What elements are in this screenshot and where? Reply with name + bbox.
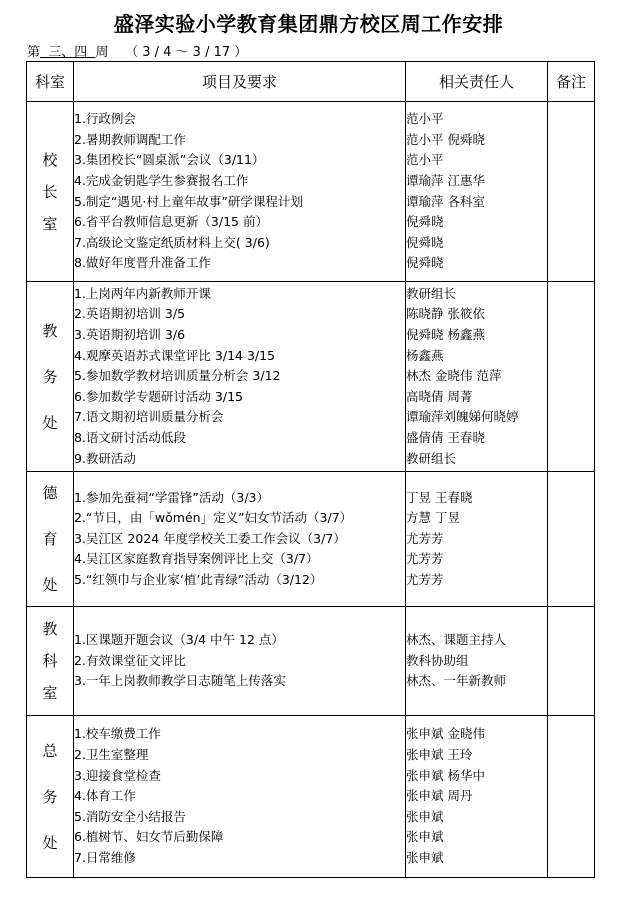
responsible-person: 杨鑫燕 [406,347,444,363]
table-row [27,607,595,716]
responsible-person: 倪舜晓 杨鑫燕 [406,327,485,343]
responsible-cell [406,472,548,607]
dept-char: 室 [42,214,58,233]
week-numbers: 三、四 [40,45,96,60]
task-item: 3.集团校长“圆桌派”会议（3/11） [74,152,265,168]
schedule-body [27,102,595,878]
date-range: （ 3 / 4 〜 3 / 17 ） [125,45,248,60]
responsible-person: 张申斌 王玲 [406,747,473,763]
responsible-person: 谭瑜萍刘魄娣何晓婷 [406,409,519,425]
dept-char: 处 [42,833,58,852]
note-cell [548,716,595,878]
responsible-person: 张申斌 杨华中 [406,767,485,783]
dept-char: 总 [42,741,58,760]
week-prefix: 第 [27,45,41,60]
responsible-person: 张申斌 周丹 [406,788,473,804]
responsible-person: 尤芳芳 [406,530,444,546]
responsible-cell [406,282,548,472]
note-cell [548,102,595,282]
responsible-person: 林杰、课题主持人 [406,632,507,648]
responsible-person: 高晓倩 周菁 [406,388,473,404]
responsible-person: 张申斌 [406,808,444,824]
task-item: 2.有效课堂征文评比 [74,652,186,668]
task-item: 4.吴江区家庭教育指导案例评比上交（3/7） [74,551,319,567]
task-item: 1.区课题开题会议（3/4 中午 12 点） [74,632,284,648]
task-item: 1.参加先蚕祠“学雷锋”活动（3/3） [74,489,269,505]
responsible-person: 倪舜晓 [406,214,444,230]
task-item: 3.一年上岗教师教学日志随笔上传落实 [74,673,286,689]
note-cell [548,282,595,472]
header-responsible: 相关责任人 [406,62,548,102]
header-note: 备注 [548,62,595,102]
items-cell [74,282,406,472]
items-cell [74,607,406,716]
task-item: 4.体育工作 [74,788,136,804]
table-row [27,282,595,472]
dept-char: 长 [42,182,58,201]
items-cell [74,102,406,282]
note-cell [548,607,595,716]
responsible-person: 范小平 [406,111,444,127]
responsible-person: 方慧 丁昱 [406,510,460,526]
table-row [27,102,595,282]
dept-char: 德 [42,484,58,502]
task-item: 8.语文研讨活动低段 [74,429,186,445]
task-item: 2.暑期教师调配工作 [74,131,186,147]
task-item: 2.卫生室整理 [74,747,149,763]
header-items: 项目及要求 [74,62,406,102]
responsible-person: 范小平 倪舜晓 [406,131,485,147]
dept-cell [27,282,74,472]
table-row [27,716,595,878]
responsible-person: 倪舜晓 [406,234,444,250]
task-item: 6.参加数学专题研讨活动 3/15 [74,388,243,404]
responsible-person: 教研组长 [406,285,457,301]
responsible-person: 教研组长 [406,450,457,466]
responsible-person: 林杰 金晓伟 范萍 [406,368,502,384]
task-item: 9.教研活动 [74,450,136,466]
task-item: 1.上岗两年内新教师开课 [74,285,211,301]
task-item: 2.“节日，由「wǒmén」定义”妇女节活动（3/7） [74,510,353,526]
dept-char: 科 [42,652,58,670]
task-item: 3.吴江区 2024 年度学校关工委工作会议（3/7） [74,530,346,546]
responsible-person: 尤芳芳 [406,551,444,567]
items-cell [74,716,406,878]
task-item: 5.制定“遇见·村上童年故事”研学课程计划 [74,193,303,209]
task-item: 3.英语期初培训 3/6 [74,327,186,343]
task-item: 6.省平台教师信息更新（3/15 前） [74,214,268,230]
dept-char: 务 [42,787,58,806]
dept-cell [27,102,74,282]
dept-cell [27,472,74,607]
responsible-person: 教科协助组 [406,652,469,668]
items-cell [74,472,406,607]
week-suffix: 周 [95,45,109,60]
responsible-person: 陈晓静 张筱依 [406,306,485,322]
task-item: 7.高级论文鉴定纸质材料上交( 3/6) [74,234,270,250]
dept-cell [27,607,74,716]
task-item: 8.做好年度晋升准备工作 [74,255,211,271]
page-title: 盛泽实验小学教育集团鼎方校区周工作安排 [113,12,504,36]
task-item: 5.参加数学教材培训质量分析会 3/12 [74,368,281,384]
responsible-person: 盛倩倩 王春晓 [406,429,485,445]
responsible-cell [406,716,548,878]
responsible-person: 林杰、一年新教师 [406,673,507,689]
responsible-person: 张申斌 [406,849,444,865]
table-row [27,472,595,607]
dept-char: 教 [42,620,58,638]
dept-char: 育 [42,530,58,548]
table-header-row [27,62,595,102]
responsible-person: 倪舜晓 [406,255,444,271]
responsible-person: 张申斌 [406,829,444,845]
task-item: 2.英语期初培训 3/5 [74,306,186,322]
schedule-table [26,61,595,878]
dept-char: 处 [42,413,58,432]
note-cell [548,472,595,607]
task-item: 4.观摩英语苏式课堂评比 3/14 3/15 [74,347,276,363]
responsible-person: 谭瑜萍 各科室 [406,193,485,209]
responsible-person: 丁昱 王春晓 [406,489,473,505]
week-range-line [27,41,247,60]
responsible-person: 尤芳芳 [406,571,444,587]
dept-cell [27,716,74,878]
task-item: 5.消防安全小结报告 [74,808,186,824]
dept-char: 教 [42,321,58,340]
task-item: 5.“红领巾与企业家‘植’此青绿”活动（3/12） [74,571,323,587]
responsible-person: 范小平 [406,152,444,168]
dept-char: 处 [42,576,58,594]
responsible-cell [406,607,548,716]
task-item: 7.语文期初培训质量分析会 [74,409,224,425]
task-item: 4.完成金钥匙学生参赛报名工作 [74,172,249,188]
task-item: 7.日常维修 [74,849,136,865]
responsible-person: 谭瑜萍 江惠华 [406,172,485,188]
task-item: 3.迎接食堂检查 [74,767,161,783]
task-item: 1.行政例会 [74,111,136,127]
dept-char: 校 [42,150,58,169]
responsible-cell [406,102,548,282]
responsible-person: 张申斌 金晓伟 [406,726,485,742]
dept-char: 室 [42,684,58,702]
task-item: 6.植树节、妇女节后勤保障 [74,829,224,845]
dept-char: 务 [42,367,58,386]
header-dept: 科室 [27,62,74,102]
task-item: 1.校车缴费工作 [74,726,161,742]
